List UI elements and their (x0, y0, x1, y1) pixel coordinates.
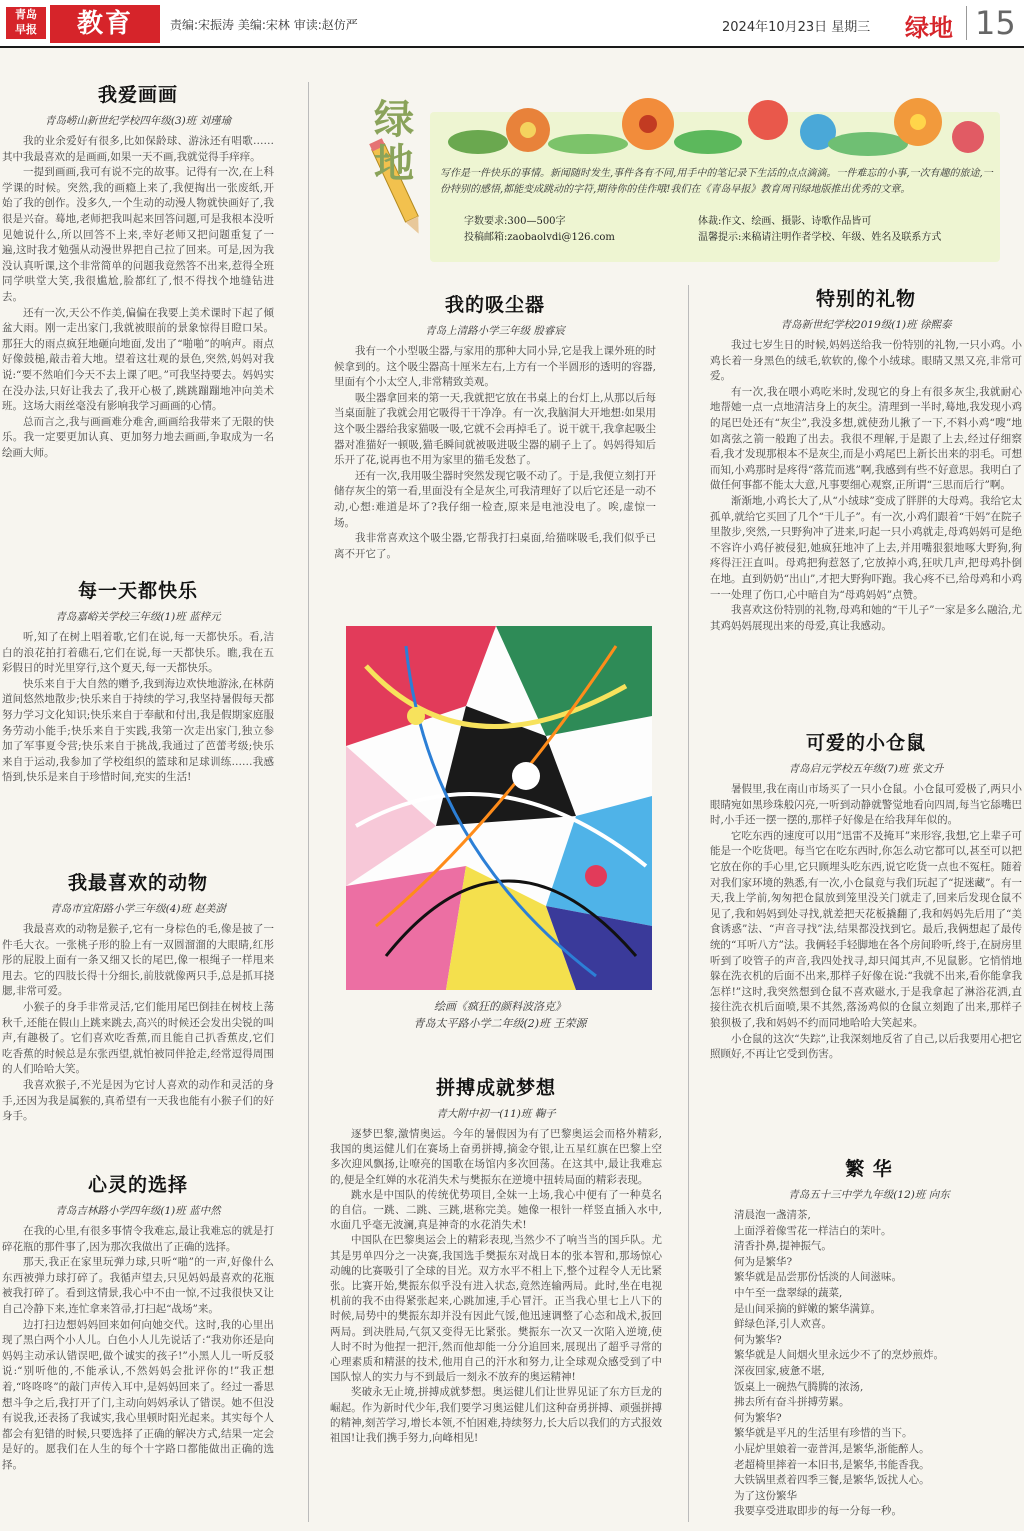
banner-requirements-right (698, 214, 941, 246)
paragraph: 它吃东西的速度可以用“迅雷不及掩耳”来形容,我想,它上辈子可能是一个吃货吧。每当它在吃东西时,你怎么动它都可以,甚至可以把它放在你的手心里,它只顾埋头吃东西,说它吃货一点也不冤枉。随着对我们家环境的熟悉,有一次,小仓鼠竟与我们玩起了“捉迷藏”。有一天,我上学前,匆匆把仓鼠放到笼里没关门就走了,回来后发现仓鼠不见了,我和妈妈到处寻找,就差把天花板撬翻了,我和妈妈先后用了“美食诱惑”法、“声音寻找”法,结果都没找到它。最后,我俩想起了最传统的“耳听八方”法。我俩轻手轻脚地在各个房间聆听,终于,在厨房里听到了咬管子的声音,我四处找寻,却只闻其声,不见鼠影。它悄悄地躲在洗衣机的后面不出来,那样子好像在说:“我就不出来,看你能拿我怎样!”这时,我突然想到仓鼠不喜欢磁水,于是我拿起了淋浴花洒,直接往洗衣机后面喷,果不其然,落汤鸡似的仓鼠立刻跑了出来,那样子狼狈极了,我和妈妈不约而同地哈哈大笑起来。 (710, 829, 1022, 1029)
article-te-bie-de-li-wu (710, 284, 1022, 634)
article-body (2, 1224, 274, 1474)
poem-byline: 青岛五十三中学九年级(12)班 向东 (788, 1189, 950, 1201)
article-pin-bo-cheng-jiu-meng-xiang (330, 1073, 662, 1446)
paragraph: 边打扫边想妈妈回来如何向她交代。这时,我的心里出现了黑白两个小人儿。白色小人儿先说话了:“我劝你还是向妈妈主动承认错误吧,做个诚实的孩子!”小黑人儿一听反驳说:“别听他的,不能承认,不然妈妈会批评你的!”我正想着,“咚咚咚”的敲门声传入耳中,是妈妈回来了。经过一番思想斗争之后,我打开了门,主动向妈妈承认了错误。她不但没有说我,还表扬了我诚实,我心里顿时阳光起来。其实每个人都会有犯错的时候,只要选择了正确的解决方式,结果一定会是好的。愿我们在人生的每个十字路口都能做出正确的选择。 (2, 1318, 274, 1471)
section-title: 教育 (50, 5, 160, 43)
poem-line: 深夜回家,疲惫不堪, (734, 1364, 825, 1377)
poem-line: 拂去所有奋斗拼搏劳累。 (734, 1396, 850, 1409)
poem-line: 繁华就是平凡的生活里有珍惜的当下。 (734, 1427, 913, 1440)
paragraph: 总而言之,我与画画难分难舍,画画给我带来了无限的快乐。我一定要更加认真、更加努力地去画画,争取成为一名绘画大师。 (2, 415, 274, 459)
poem-line: 何为繁华? (734, 1411, 782, 1424)
poem-line: 为了这份繁华 (734, 1489, 797, 1502)
abstract-painting (346, 626, 652, 990)
poem-line: 老超椅里摔着一本旧书,是繁华,书能香我。 (734, 1458, 930, 1471)
paragraph: 我非常喜欢这个吸尘器,它帮我打扫桌面,给猫咪吸毛,我们似乎已离不开它了。 (334, 532, 656, 560)
poem-line: 鲜绿色泽,引人欢喜。 (734, 1318, 832, 1331)
article-title: 可爱的小仓鼠 (805, 732, 926, 754)
flowers-illustration (438, 92, 998, 162)
paragraph: 渐渐地,小鸡长大了,从“小绒球”变成了胖胖的大母鸡。我给它太孤单,就给它买回了几个“干儿子”。有一次,小鸡们跟着“干妈”在院子里散步,突然,一只野狗冲了进来,叼起一只小鸡就走,母鸡妈妈可是绝不容许小鸡仔被侵犯,她疯狂地冲了上去,并用嘴狠狠地啄大野狗,狗疼得汪汪直叫。母鸡把狗惹怒了,它放掉小鸡,狂吠几声,把母鸡扑倒在地。直到奶奶“出山”,才把大野狗吓跑。我心疼不已,给母鸡和小鸡一一处理了伤口,心中暗自为“母鸡妈妈”点赞。 (710, 494, 1022, 601)
article-wo-de-xi-chen-qi (334, 290, 656, 562)
column-divider (308, 82, 309, 1522)
genre-requirement: 体裁:作文、绘画、摄影、诗歌作品皆可 (698, 216, 872, 227)
paragraph: 我有一个小型吸尘器,与家用的那种大同小异,它是我上课外班的时候拿到的。这个吸尘器高十厘米左右,上方有一个半圆形的透明的容器,里面有个小太空人,非常精致美观。 (334, 345, 656, 389)
article-body (2, 134, 274, 461)
banner-intro-text: 写作是一件快乐的事情。新闻随时发生,事件各有不同,用手中的笔记录下生活的点点滴滴。一件难忘的小事,一次有趣的旅途,一份特别的感悟,都能变成跳动的字符,期待你的佳作哦!我们在《青岛早报》教育周刊绿地版推出优秀的文章。 (440, 168, 993, 195)
article-byline: 青岛启元学校五年级(7)班 张文升 (788, 763, 944, 775)
paragraph: 逐梦巴黎,激情奥运。今年的暑假因为有了巴黎奥运会而格外精彩,我国的奥运健儿们在赛场上奋勇拼搏,摘金夺银,让五星红旗在巴黎上空多次迎风飘扬,让嘹亮的国歌在场馆内多次回荡。在这其中,最让我难忘的,便是全红婵的水花消失术与樊振东在逆境中扭转局面的精彩表现。 (330, 1128, 662, 1186)
article-body (2, 630, 274, 786)
poem-line: 大铁锅里煮着四季三餐,是繁华,饭扰人心。 (734, 1474, 930, 1487)
banner-requirements-left (464, 214, 615, 246)
poem-line: 何为繁华? (734, 1333, 782, 1346)
paragraph: 在我的心里,有很多事情令我难忘,最让我难忘的就是打碎花瓶的那件事了,因为那次我做出了正确的选择。 (2, 1225, 274, 1253)
poem-line: 繁华就是品尝那份恬淡的人间滋味。 (734, 1271, 902, 1284)
article-title: 每一天都快乐 (77, 580, 198, 602)
caption-title: 绘画《疯狂的颜料波洛克》 (434, 1000, 566, 1013)
word-count-requirement: 字数要求:300—500字 (464, 216, 566, 227)
article-zui-xi-huan-de-dong-wu (2, 868, 274, 1125)
article-title: 我的吸尘器 (444, 294, 545, 316)
newspaper-logo[interactable]: 青岛 早报 (6, 7, 46, 39)
page-separator (966, 6, 967, 40)
article-title: 心灵的选择 (87, 1174, 188, 1196)
paragraph: 还有一次,我用吸尘器时突然发现它吸不动了。于是,我便立刻打开储存灰尘的第一看,里面没有全是灰尘,可我清理好了以后它还是一动不动,心想:难道是坏了?我仔细一检查,原来是电池没电了。唉,虚惊一场。 (334, 469, 656, 529)
paragraph: 我的业余爱好有很多,比如保龄球、游泳还有唱歌……其中我最喜欢的是画画,如果一天不画,我就觉得手痒痒。 (2, 135, 274, 163)
banner-title: 绿地 (374, 96, 414, 187)
article-body (710, 338, 1022, 634)
poem-body (734, 1208, 1004, 1520)
paragraph: 那天,我正在家里玩弹力球,只听“啪”的一声,好像什么东西被弹力球打碎了。我循声望去,只见妈妈最喜欢的花瓶被我打碎了。看到这情景,我心中不由一惊,不过我很快又让自己冷静下来,连忙拿来笤帚,打扫起“战场”来。 (2, 1256, 274, 1315)
article-body (330, 1127, 662, 1446)
article-wo-ai-hua-hua (2, 80, 274, 461)
poem-title: 繁 华 (845, 1158, 893, 1180)
paragraph: 中国队在巴黎奥运会上的精彩表现,当然少不了响当当的国乒队。尤其是男单四分之一决赛,我国选手樊振东对战日本的张本智和,那场惊心动魄的比赛吸引了全球的目光。双方水平不相上下,整个过程令人无比紧张。比赛开始,樊振东似乎没有进入状态,竟然连输两局。此时,坐在电视机前的我不由得紧张起来,心跳加速,手心冒汗。正当我心里七上八下的时候,局势中的樊振东却并没有因此气馁,他迅速调整了心态和战术,扳回两局。到决胜局,气氛又变得无比紧张。樊振东一次又一次陷入逆境,使人时不时为他捏一把汗,然而他却能一分分追回来,展现出了超乎寻常的心理素质和精湛的技术,他用自己的汗水和努力,让全球观众感受到了中国队惊人的实力与不到最后一刻永不放弃的奥运精神! (330, 1234, 662, 1384)
paragraph: 小猴子的身手非常灵活,它们能用尾巴倒挂在树枝上荡秋千,还能在假山上跳来跳去,高兴的时候还会发出尖锐的叫声,有趣极了。它们喜欢吃香蕉,而且能自己扒香蕉皮,它们吃香蕉的时候总是东张西望,就怕被同伴抢走,经常逗得周围的人们哈哈大笑。 (2, 1000, 274, 1076)
poem-fan-hua (734, 1154, 1004, 1520)
poem-line: 上面浮着像雪花一样洁白的茉叶。 (734, 1224, 892, 1237)
paragraph: 小仓鼠的这次“失踪”,让我深刻地反省了自己,以后我要用心把它照顾好,不再让它受到伤害。 (710, 1032, 1022, 1061)
paragraph: 我喜欢这份特别的礼物,母鸡和她的“干儿子”一家是多么融洽,尤其鸡妈妈展现出来的母爱,真让我感动。 (710, 604, 1022, 632)
article-byline: 青大附中初一(11)班 鞠子 (436, 1108, 556, 1120)
paragraph: 奖破永无止境,拼搏成就梦想。奥运健儿们让世界见证了东方巨龙的崛起。作为新时代少年,我们要学习奥运健儿们这种奋勇拼搏、顽强拼搏的精神,刻苦学习,增长本领,不怕困难,持续努力,长大后以我们的方式报效祖国!让我们携手努力,向峰相见! (330, 1386, 662, 1445)
paragraph: 还有一次,天公不作美,偏偏在我要上美术课时下起了倾盆大雨。刚一走出家门,我就被眼前的景象惊得目瞪口呆。那狂大的雨点疯狂地砸向地面,发出了“啪啪”的响声。雨点好像鼓槌,敲击着大地。望着这壮观的景色,突然,妈妈对我说:“要不然咱们今天不去上课了吧。”可我坚持要去。妈妈实在没办法,只好让我去了,我开心极了,跳跳蹦蹦地冲向美术班。这场大雨丝毫没有影响我学习画画的心情。 (2, 306, 274, 413)
poem-line: 清晨泡一盏清茶, (734, 1209, 811, 1221)
painting-image[interactable] (346, 626, 652, 990)
paragraph: 吸尘器拿回来的第一天,我就把它放在书桌上的台灯上,从那以后每当桌面脏了我就会用它吸得干干净净。有一次,我脑洞大开地想:如果用这个吸尘器给我家猫吸一吸,它就不会再掉毛了。说干就干,我拿起吸尘器对准猫好一顿吸,猫毛瞬间就被吸进吸尘器的刷子上了。妈妈得知后乐开了花,说再也不用为家里的猫毛发愁了。 (334, 391, 656, 467)
paragraph: 暑假里,我在南山市场买了一只小仓鼠。小仓鼠可爱极了,两只小眼睛宛如黑珍珠般闪亮,一听到动静就警觉地看向四周,每当它舔嘴巴时,小手还一摆一摆的,那样子好像是在给我拜年似的。 (710, 783, 1022, 827)
poem-line: 是山间采摘的鲜嫩的繁华满算。 (734, 1302, 881, 1315)
page-name: 绿地 (905, 13, 953, 42)
article-title: 拼搏成就梦想 (435, 1077, 556, 1099)
submission-email[interactable]: 投稿邮箱:zaobaolvdi@126.com (464, 232, 615, 243)
article-mei-yi-tian-dou-kuai-le (2, 576, 274, 786)
poem-line: 清香扑鼻,提神振气。 (734, 1240, 832, 1253)
article-title: 我最喜欢的动物 (67, 872, 208, 894)
article-body (2, 922, 274, 1125)
poem-line: 饭桌上一碗热气腾腾的浓汤, (734, 1380, 864, 1393)
article-byline: 青岛市宜阳路小学三年级(4)班 赵美澍 (50, 903, 226, 915)
poem-line: 中午至一盘翠绿的蔬菜, (734, 1286, 843, 1299)
article-title: 特别的礼物 (815, 288, 916, 310)
paragraph: 我最喜欢的动物是猴子,它有一身棕色的毛,像是披了一件毛大衣。一张桃子形的脸上有一双圆溜溜的大眼睛,红彤彤的屁股上面有一条又细又长的尾巴,像一根绳子一样甩来甩去。它的四肢长得十分细长,前肢就像两只手,总是抓耳挠腮,非常可爱。 (2, 923, 274, 998)
issue-date: 2024年10月23日 星期三 (722, 20, 871, 35)
caption-author: 青岛太平路小学二年级(2)班 王荣源 (413, 1017, 587, 1030)
article-body (710, 782, 1022, 1063)
editor-credits: 责编:宋振涛 美编:宋林 审读:赵仿严 (170, 18, 358, 32)
submission-tip: 温馨提示:来稿请注明作者学校、年级、姓名及联系方式 (698, 232, 942, 243)
paragraph: 快乐来自于大自然的赠予,我到海边欢快地游泳,在林荫道间悠然地散步;快乐来自于持续的学习,我坚持暑假每天都努力学习文化知识;快乐来自于奉献和付出,我是假期家庭服务劳动小能手;快乐来自于实践,我第一次走出家门,独立参加了军事夏令营;快乐来自于挑战,我通过了芭蕾考级;快乐来自于运动,我参加了学校组织的篮球和足球训练……我感悟到,快乐是来自于珍惜时间,充实的生活! (2, 677, 274, 784)
paragraph: 听,知了在树上唱着歌,它们在说,每一天都快乐。看,洁白的浪花拍打着礁石,它们在说,每一天都快乐。瞧,我在五彩假日的时光里穿行,这个夏天,每一天都快乐。 (2, 631, 274, 675)
article-byline: 青岛崂山新世纪学校四年级(3)班 刘瑾瑜 (44, 115, 232, 127)
paragraph: 我喜欢猴子,不光是因为它讨人喜欢的动作和灵活的身手,还因为我是属猴的,真希望有一天我也能有小猴子们的好身手。 (2, 1078, 274, 1123)
article-byline: 青岛上清路小学三年级 殷睿宸 (425, 325, 565, 337)
article-byline: 青岛嘉峪关学校三年级(1)班 蓝梓元 (55, 611, 221, 623)
painting-caption (340, 998, 660, 1032)
poem-line: 何为是繁华? (734, 1255, 793, 1268)
paragraph: 一提到画画,我可有说不完的故事。记得有一次,在上科学课的时候。突然,我的画瘾上来了,我便掏出一张废纸,开始了我的创作。没多久,一个生动的动漫人物就快画好了,我很是兴奋。蓦地,老师把我叫起来回答问题,可是我根本没听见她说什么,所以回答不上来,幸好老师又把问题重复了一遍,这时我才勉强从动漫世界把自己拉了回来。可是,因为我没认真听课,这个非常简单的问题我竟然答不出来,惹得全班同学哄堂大笑,我很尴尬,脸都红了,恨不得找个地缝钻进去。 (2, 166, 274, 303)
paragraph: 我过七岁生日的时候,妈妈送给我一份特别的礼物,一只小鸡。小鸡长着一身黑色的绒毛,软软的,像个小绒球。眼睛又黑又亮,非常可爱。 (710, 339, 1022, 383)
article-byline: 青岛新世纪学校2019级(1)班 徐熙泰 (780, 319, 952, 331)
article-byline: 青岛吉林路小学四年级(1)班 蓝中然 (55, 1205, 221, 1217)
article-xin-ling-de-xuan-ze (2, 1170, 274, 1474)
poem-line: 繁华就是人间烟火里永远少不了的烹炒煎炸。 (734, 1349, 944, 1362)
article-ke-ai-de-xiao-cang-shu (710, 728, 1022, 1063)
article-body (334, 344, 656, 562)
poem-line: 我要享受进取即步的每一分每一秒。 (734, 1505, 902, 1518)
paragraph: 有一次,我在喂小鸡吃米时,发现它的身上有很多灰尘,我就耐心地帮她一点一点地清洁身上的灰尘。清理到一半时,蓦地,我发现小鸡的尾巴处还有“灰尘”,我没多想,就使劲儿揪了一下,不料小鸡“嗖”地如离弦之箭一般跑了出去。我很不理解,于是跟了上去,经过仔细察看,我才发现那根本不是灰尘,而是小鸡尾巴上新长出来的羽毛。可想而知,小鸡那时是疼得“落荒而逃”啊,我感到有些不好意思。我明白了做任何事都不能太大意,凡事要细心观察,正所谓“三思而后行”啊。 (710, 385, 1022, 492)
page-number: 15 (975, 4, 1016, 42)
article-title: 我爱画画 (97, 84, 178, 106)
call-for-papers-banner (368, 92, 1018, 262)
column-divider (688, 285, 689, 1522)
paragraph: 跳水是中国队的传统优势项目,全妹一上场,我心中便有了一种莫名的自信。一跳、二跳、三跳,堪称完美。她像一根针一样竖直插入水中,水面几乎毫无波澜,真是神奇的水花消失术! (330, 1188, 662, 1232)
poem-line: 小屁炉里娘着一壶普洱,是繁华,浙能醉人。 (734, 1442, 930, 1455)
